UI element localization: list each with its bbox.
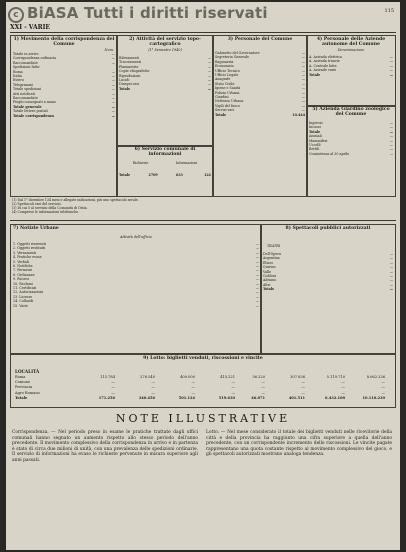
table-body: [11, 52, 117, 118]
table-row: A. Azienda elettrica —: [309, 55, 393, 59]
copyright-icon: c: [8, 7, 24, 23]
footnotes: [12, 198, 392, 214]
table-body: [307, 121, 395, 156]
table-row: Goldoni —: [263, 274, 393, 279]
table-row: Atti notificati —: [13, 91, 115, 96]
table-row: Totale —: [309, 72, 393, 77]
table-row: Gabinetto del Governatore —: [215, 51, 305, 55]
footnote: (1) Dal 1° dicembre 134 mesi e allegate indicazioni, più uno spettacolo serale.: [12, 198, 139, 202]
table-column-headers: [117, 161, 213, 165]
table-row: Comune — — — — — — — —: [15, 380, 385, 385]
table-row: 8. Ordinanze —: [13, 272, 259, 277]
table-row: 12. Autorizzazioni —: [13, 290, 259, 295]
table-row: 13. Licenze —: [13, 294, 259, 299]
table-title: 5) Azienda Giardino zoologico del Comune: [312, 107, 390, 117]
table-row: Giardini —: [215, 95, 305, 100]
section-rule: [10, 220, 396, 221]
table-row: Anagrafe —: [215, 77, 305, 82]
table-row: 7. Permessi —: [13, 268, 259, 273]
table-body: [213, 51, 307, 117]
table-row: Totale in arrivo —: [13, 52, 115, 56]
table-row: Vigili del fuoco —: [215, 103, 305, 108]
table-row: 5. Verbali —: [13, 259, 259, 264]
table-lotto: [10, 354, 396, 408]
table-row: Altri —: [263, 282, 393, 287]
table-title: 1) Movimento della corrispondenza del Comune: [13, 37, 115, 47]
table-body: [15, 375, 391, 401]
table-row: Totale 10.444: [215, 112, 305, 117]
column-header: Num.: [104, 48, 114, 52]
column-header: TEATRI: [267, 244, 281, 248]
column-header: LOCALITÀ: [15, 369, 40, 374]
table-title: 9) Lotto: biglietti venduti, riscossioni e vincite: [143, 356, 263, 361]
page-number: 115: [384, 8, 394, 14]
table-row: Ufficio Tecnico —: [215, 68, 305, 73]
table-row: A. Azienda tranvie —: [309, 59, 393, 64]
table-body: [261, 252, 395, 292]
table-personale: [212, 35, 308, 197]
table-row: Totale lettere postali —: [13, 109, 115, 114]
table-row: Totale —: [309, 129, 393, 134]
table-title: 4) Personale delle Aziende autonome del Comune: [316, 37, 386, 47]
table-row: Raccomandate —: [13, 96, 115, 101]
table-row: Dell'Opera —: [263, 252, 393, 256]
notes-column-left: Corrispondenza. — Nel periodo preso in esame le pratiche trattate dagli uffici comunali hanno segnato un aumento rispetto allo stesso periodo dell'anno precedente. Il movimento complessivo della corrispondenza in arrivo e in partenza è stato di circa due milioni di unità, con una prevalenza delle spedizioni ordinarie. Il servizio di informazioni ha evaso le richieste pervenute in misura superiore agli anni passati.: [12, 430, 198, 463]
table-row: Consistenza al 30 aprile —: [309, 151, 393, 156]
table-title: 2) Attività del servizio topo-cartografico: [129, 37, 201, 47]
table-row: Totale 171.256 340.456 501.124 519.630 46.871 401.511 6.432.108 10.110.230: [15, 395, 385, 400]
section-header: XXI - VARIE: [10, 24, 50, 31]
table-body: [307, 55, 395, 77]
table-row: Mammiferi —: [309, 138, 393, 143]
table-row: Totale spedizioni —: [13, 87, 115, 92]
table-row: Totale generale —: [13, 104, 115, 109]
column-header: Richieste: [132, 161, 149, 165]
table-row: Ragioneria —: [215, 59, 305, 64]
table-row: Provincia — — — — — — — —: [15, 385, 385, 390]
table-row: A. Centrale latte —: [309, 63, 393, 68]
table-row: Rilevamenti —: [119, 56, 211, 60]
table-row: 6. Notifiche —: [13, 264, 259, 269]
table-row: Planimetrie —: [119, 64, 211, 69]
table-notizie: [10, 224, 262, 354]
table-row: Totale 2709 633 122: [119, 173, 211, 178]
table-row: Igiene e Sanità —: [215, 86, 305, 91]
table-title: 8) Spettacoli pubblici autorizzati: [285, 226, 371, 231]
table-row: Quirino —: [263, 265, 393, 270]
footnote: (4) Comprese le informazioni telefoniche.: [12, 210, 80, 214]
table-title: 3) Personale del Comune: [227, 37, 293, 42]
table-giardino: [306, 105, 396, 197]
table-row: Ufficio Legale —: [215, 73, 305, 78]
table-row: 3. Versamenti —: [13, 250, 259, 255]
footnote: (3) Di cui 5 al servizio della Comunità di Ostia.: [12, 206, 88, 210]
table-row: Incassi —: [309, 125, 393, 130]
table-informazioni: [116, 145, 214, 197]
table-row: Eliseo —: [263, 260, 393, 265]
table-row: Economato —: [215, 64, 305, 69]
table-aziende: [306, 35, 396, 107]
table-row: 10. Reclami —: [13, 281, 259, 286]
header-rule: [10, 32, 396, 33]
table-row: Servizi vari —: [215, 108, 305, 113]
column-header: Informazioni: [175, 161, 198, 165]
table-row: Corrispondenza ordinaria —: [13, 56, 115, 61]
table-row: 14. Collaudi —: [13, 299, 259, 304]
table-row: Totale —: [263, 287, 393, 292]
watermark-text: BiASA Tutti i diritti riservati: [27, 4, 268, 22]
table-row: Spedizioni fatte:: [13, 65, 41, 70]
table-row: Estero —: [13, 78, 115, 83]
table-attivita: [116, 35, 214, 147]
table-movimento: [10, 35, 118, 197]
table-row: Valle —: [263, 269, 393, 274]
table-row: Totale corrispondenza —: [13, 113, 115, 118]
watermark: [8, 4, 268, 23]
table-row: Lucidi —: [119, 78, 211, 83]
table-row: Roma —: [13, 69, 115, 74]
table-title: 6) Servizio comunale di informazioni: [134, 147, 196, 157]
table-row: 4. Pratiche evase —: [13, 255, 259, 260]
table-row: Pieghi consegnati a mano —: [13, 100, 115, 105]
table-row: Rettili —: [309, 147, 393, 152]
table-row: Nettezza Urbana —: [215, 99, 305, 104]
notes-column-right: Lotto. — Nel mese considerato il totale dei biglietti venduti nelle ricevitorie della città e della provincia ha raggiunto una cifra superiore a quella dell'anno precedente, con un corrispondente incremento delle riscossioni. Le vincite pagate rappresentano una quota costante rispetto al movimento complessivo del gioco, e gli spettacoli autorizzati mostrano analoga tendenza.: [206, 430, 392, 458]
column-header: Denominazione: [337, 48, 365, 52]
table-row: Totale —: [119, 86, 211, 91]
footnote: (2) Spettacoli vari del servizio.: [12, 202, 62, 206]
table-row: Adriano —: [263, 278, 393, 283]
table-row: Roma 115.784 276.540 400.000 415.221 36.220 307.836 5.119.710 8.062.236: [15, 375, 385, 379]
table-row: Italia —: [13, 74, 115, 79]
table-row: Animali —: [309, 134, 393, 139]
table-row: 2. Oggetti restituiti —: [13, 246, 259, 251]
table-row: 15. Varie —: [13, 303, 259, 308]
table-row: Argentina —: [263, 256, 393, 261]
document-page: [6, 2, 400, 550]
table-row: 1. Oggetti rinvenuti —: [13, 242, 259, 246]
table-row: Ingressi —: [309, 121, 393, 125]
table-row: 11. Certificati —: [13, 286, 259, 291]
table-row: Polizia Urbana —: [215, 90, 305, 95]
table-spettacoli: [260, 224, 396, 354]
table-row: Segreteria Generale —: [215, 55, 305, 60]
table-row: Agro Romano — — — — — — — —: [15, 390, 385, 395]
notes-title: NOTE ILLUSTRATIVE: [115, 412, 291, 425]
table-subtitle: (1° Semestre 1940): [148, 48, 182, 52]
table-row: Riproduzioni —: [119, 73, 211, 78]
table-row: Raccomandate —: [13, 60, 115, 65]
table-row: 9. Ricorsi —: [13, 277, 259, 282]
table-row: Telegrammi —: [13, 82, 115, 87]
table-body: [11, 242, 261, 308]
table-row: A. Aziende varie —: [309, 68, 393, 73]
table-row: Copie eliografiche —: [119, 69, 211, 74]
table-title: 7) Notizie Urbane: [13, 226, 59, 231]
table-subtitle: Attività dell'ufficio: [120, 235, 152, 239]
table-row: Uccelli —: [309, 143, 393, 148]
table-row: Disegni vari —: [119, 82, 211, 87]
table-row: Tracciamenti —: [119, 60, 211, 65]
table-row: Stato Civile —: [215, 81, 305, 86]
table-body: [117, 56, 213, 91]
